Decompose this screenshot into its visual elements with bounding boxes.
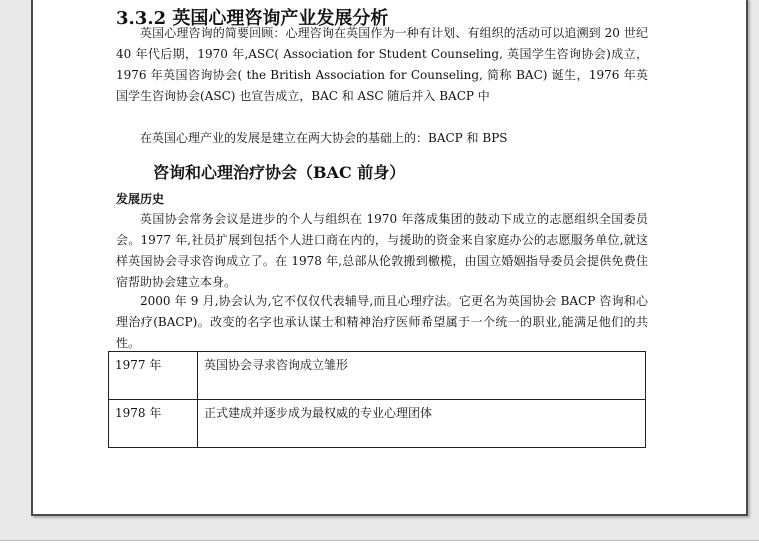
table-row	[109, 400, 646, 448]
renaming-paragraph: 2000 年 9 月,协会认为,它不仅仅代表辅导,而且心理疗法。它更名为英国协会 BACP 咨询和心理治疗(BACP)。改变的名字也承认谋士和精神治疗医师希望属于一个统一的职业,能满足他们的共性。	[116, 294, 648, 350]
table-row	[109, 352, 646, 400]
document-page	[31, 0, 748, 516]
next-page-edge	[0, 540, 759, 549]
history-label: 发展历史	[116, 192, 165, 206]
timeline-event-cell: 英国协会寻求咨询成立雏形	[198, 352, 646, 400]
history-paragraph: 英国协会常务会议是进步的个人与组织在 1970 年落成集团的鼓动下成立的志愿组织全国委员会。1977 年,社员扩展到包括个人进口商在内的，与援助的资金来自家庭办公的志愿服务单位,就这样英国协会寻求咨询成立了。在 1978 年,总部从伦敦搬到檄榄，由国立婚姻指导委员会提供免费住宿帮助协会建立本身。	[116, 212, 648, 289]
subsection-title: 咨询和心理治疗协会（BAC 前身）	[153, 163, 406, 182]
basis-paragraph: 在英国心理产业的发展是建立在两大协会的基础上的：BACP 和 BPS	[140, 131, 508, 145]
section-title: 3.3.2 英国心理咨询产业发展分析	[116, 8, 389, 29]
timeline-table	[108, 351, 646, 448]
timeline-year-cell: 1978 年	[109, 400, 198, 448]
timeline-event-cell: 正式建成并逐步成为最权威的专业心理团体	[198, 400, 646, 448]
timeline-year-cell: 1977 年	[109, 352, 198, 400]
overview-paragraph: 英国心理咨询的简要回顾：心理咨询在英国作为一种有计划、有组织的活动可以追溯到 20 世纪 40 年代后期，1970 年,ASC( Association for Student Counseling, 英国学生咨询协会)成立，1976 年英国咨询协会( the British Association for Counseling, 简称 BAC) 诞生，1976 年英国学生咨询协会(ASC) 也宣告成立，BAC 和 ASC 随后并入 BACP 中	[116, 26, 648, 103]
